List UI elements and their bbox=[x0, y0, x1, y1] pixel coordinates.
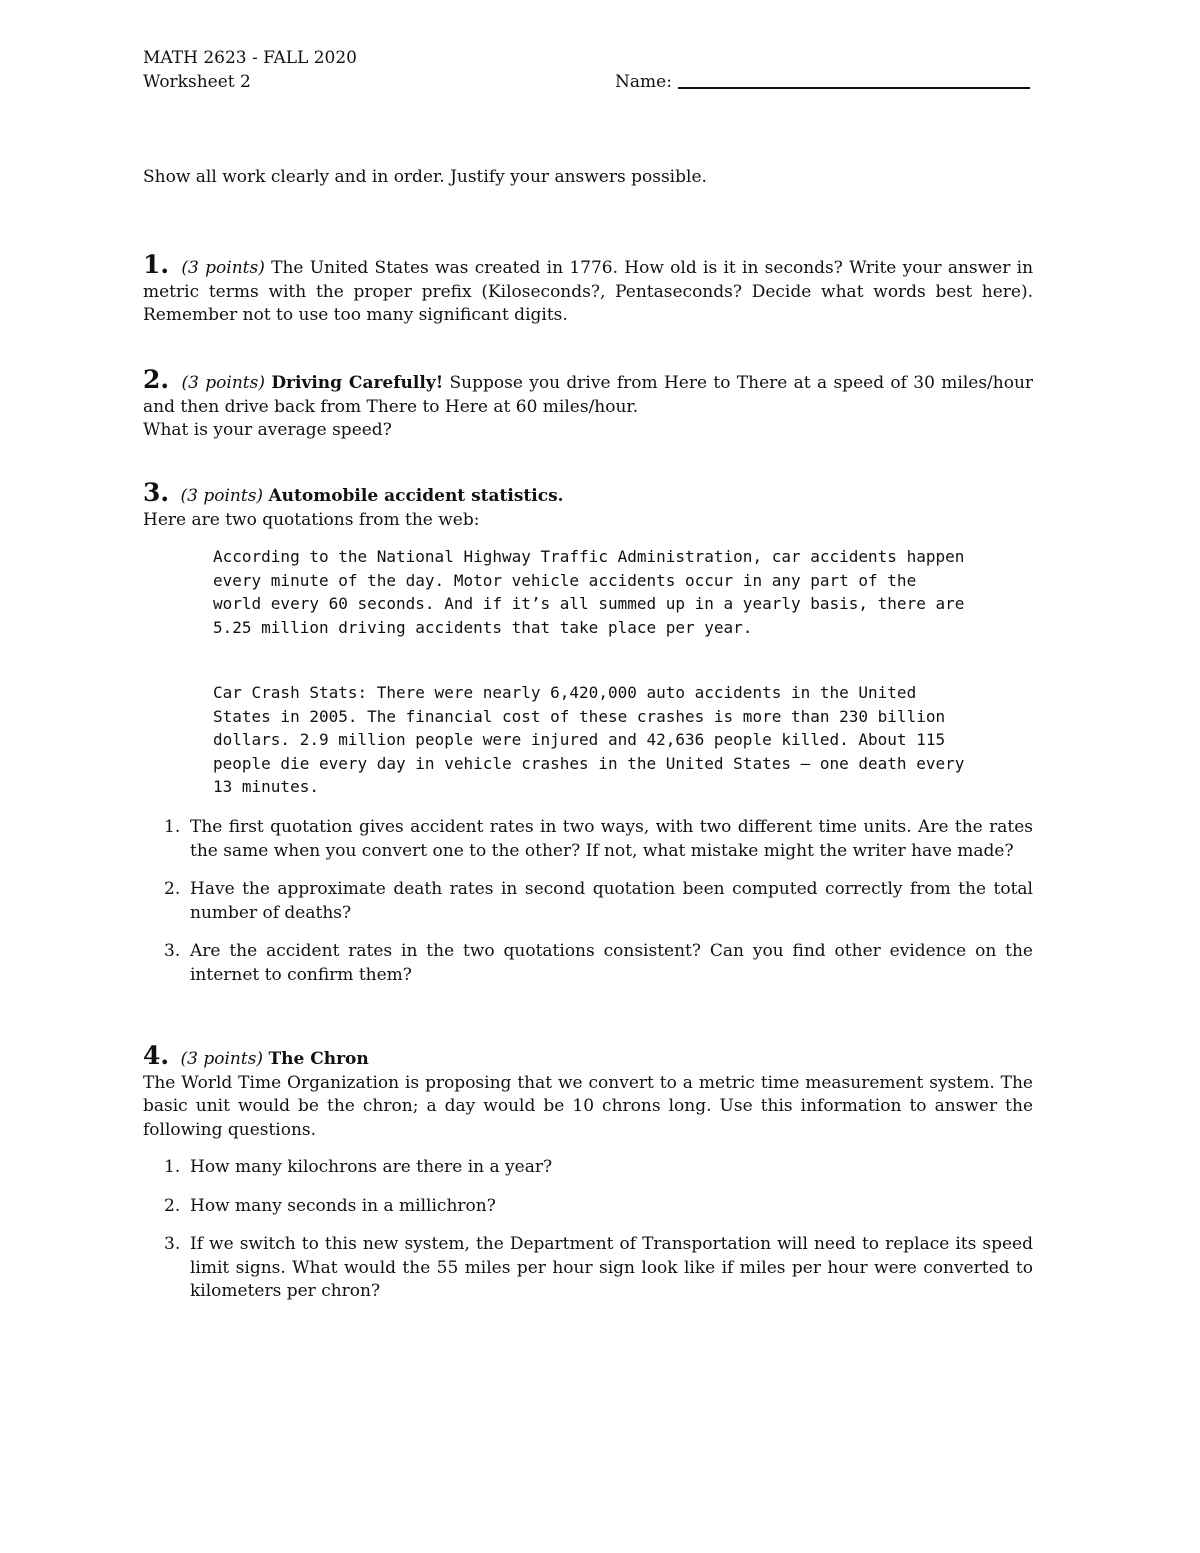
problem-4-heading bbox=[143, 1041, 1033, 1142]
name-field[interactable] bbox=[615, 72, 1030, 92]
problem-title: Driving Carefully! bbox=[271, 373, 444, 393]
problem-points: (3 points) bbox=[180, 1049, 264, 1069]
problem-intro: The World Time Organization is proposing that we convert to a metric time measurement system. The basic unit would be the chron; a day would be 10 chrons long. Use this information to answer the following questions. bbox=[143, 1072, 1033, 1140]
problem-4-questions bbox=[143, 1156, 1033, 1319]
problem-title: Automobile accident statistics. bbox=[268, 486, 564, 506]
question-text: How many kilochrons are there in a year? bbox=[190, 1157, 553, 1177]
list-item bbox=[143, 816, 1033, 863]
item-number: 2. bbox=[164, 1195, 181, 1216]
problem-points: (3 points) bbox=[181, 373, 265, 393]
question-text: If we switch to this new system, the Department of Transportation will need to replace its speed limit signs. What would the 55 miles per hour sign look like if miles per hour were converted to kilometers per chron? bbox=[190, 1234, 1033, 1301]
problem-body: Suppose you drive from Here to There at a speed of 30 miles/hour and then drive back from There to Here at 60 miles/hour. bbox=[143, 373, 1034, 417]
item-number: 1. bbox=[164, 1157, 181, 1177]
quotation-1: According to the National Highway Traffic Administration, car accidents happen every minute of the day. Motor vehicle accidents occur in any part of the world every 60 seconds. And if it’s all summed up in a yearly basis, there are 5.25 million driving accidents that take place per year. bbox=[213, 547, 965, 637]
worksheet-title: Worksheet 2 bbox=[143, 72, 251, 92]
problem-body: The United States was created in 1776. How old is it in seconds? Write your answer in metric terms with the proper prefix (Kiloseconds?, Pentaseconds? Decide what words best here). Remember not to use too many significant digits. bbox=[143, 258, 1034, 325]
problem-title: The Chron bbox=[268, 1049, 369, 1069]
list-item bbox=[143, 1195, 1033, 1219]
list-item bbox=[143, 1156, 1033, 1180]
problem-number: 3. bbox=[143, 478, 170, 507]
list-item bbox=[143, 1233, 1033, 1304]
question-text: The first quotation gives accident rates in two ways, with two different time units. Are the rates the same when you convert one to the other? If not, what mistake might the writer have made? bbox=[190, 817, 1033, 861]
question-text: Have the approximate death rates in second quotation been computed correctly from the total number of deaths? bbox=[190, 879, 1033, 923]
item-number: 3. bbox=[164, 1234, 181, 1254]
problem-number: 2. bbox=[143, 365, 170, 394]
problem-points: (3 points) bbox=[180, 486, 264, 506]
item-number: 3. bbox=[164, 941, 181, 961]
problem-number: 1. bbox=[143, 250, 170, 279]
name-label: Name: bbox=[615, 72, 672, 92]
problem-2 bbox=[143, 365, 1034, 443]
problem-intro: Here are two quotations from the web: bbox=[143, 509, 480, 530]
list-item bbox=[143, 878, 1033, 925]
question-text: Are the accident rates in the two quotations consistent? Can you find other evidence on the internet to confirm them? bbox=[190, 941, 1033, 985]
name-underline[interactable] bbox=[678, 87, 1030, 89]
list-item bbox=[143, 940, 1033, 987]
question-text: How many seconds in a millichron? bbox=[190, 1195, 496, 1216]
problem-question: What is your average speed? bbox=[143, 420, 392, 440]
quotation-2: Car Crash Stats: There were nearly 6,420,000 auto accidents in the United States in 2005. The financial cost of these crashes is more than 230 billion dollars. 2.9 million people were injured and 42,636 people killed. About 115 people die every day in vehicle crashes in the United States – one death every 13 minutes. bbox=[213, 683, 965, 796]
problem-points: (3 points) bbox=[181, 258, 265, 278]
problem-3-heading bbox=[143, 478, 1033, 532]
problem-3-questions bbox=[143, 816, 1033, 1002]
instructions: Show all work clearly and in order. Justify your answers possible. bbox=[143, 167, 707, 187]
problem-number: 4. bbox=[143, 1041, 170, 1070]
problem-1 bbox=[143, 250, 1034, 328]
item-number: 2. bbox=[164, 879, 181, 899]
course-title: MATH 2623 - FALL 2020 bbox=[143, 48, 357, 68]
item-number: 1. bbox=[164, 817, 181, 837]
